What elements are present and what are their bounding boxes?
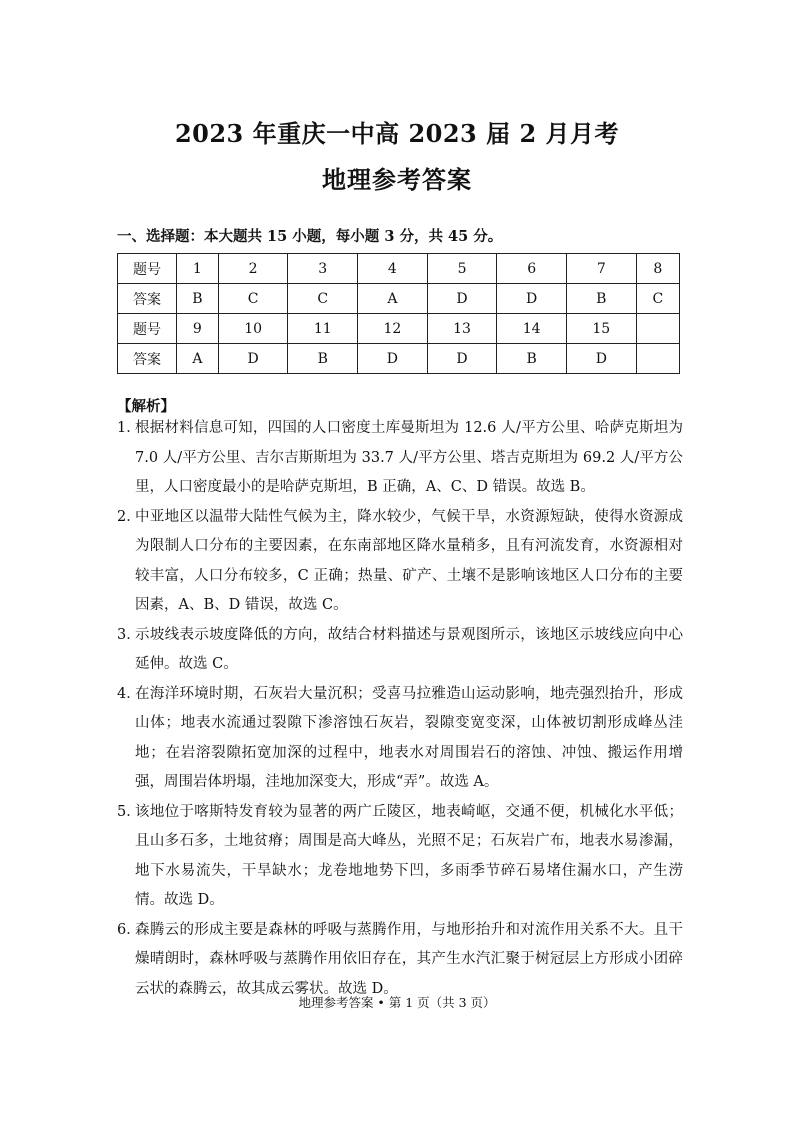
table-cell: 11 [288,314,358,344]
table-cell: 8 [636,254,679,284]
list-item [117,414,683,503]
list-item [117,798,683,916]
table-row [118,344,680,374]
section-heading: 一、选择题：本大题共 15 小题，每小题 3 分，共 45 分。 [117,228,503,245]
table-row [118,284,680,314]
list-item [117,503,683,621]
document-subtitle: 地理参考答案 [322,165,472,194]
table-cell: 9 [177,314,219,344]
table-cell [636,344,679,374]
item-number: 2． [117,508,141,525]
table-cell [636,314,679,344]
table-cell: C [288,284,358,314]
table-cell: 14 [497,314,567,344]
table-cell: 7 [566,254,636,284]
table-cell: D [218,344,288,374]
table-cell: 12 [358,314,428,344]
table-cell: D [497,284,567,314]
item-text: 示坡线表示坡度降低的方向，故结合材料描述与景观图所示，该地区示坡线应向中心延伸。故选 C。 [135,626,683,672]
analysis-heading: 【解析】 [117,398,175,415]
answer-table [117,253,680,374]
item-number: 1． [117,420,141,436]
item-text: 该地位于喀斯特发育较为显著的两广丘陵区，地表崎岖，交通不便，机械化水平低；且山多石多，土地贫瘠；周围是高大峰丛，光照不足；石灰岩广布，地表水易渗漏，地下水易流失，干旱缺水；龙卷地地势下凹，多雨季节碎石易堵住漏水口，产生涝情。故选 D。 [135,803,683,908]
table-cell: D [358,344,428,374]
table-cell: A [358,284,428,314]
table-cell: C [218,284,288,314]
table-cell: D [427,284,497,314]
analysis-list [117,414,683,1004]
table-cell: 题号 [118,314,177,344]
item-text: 森腾云的形成主要是森林的呼吸与蒸腾作用，与地形抬升和对流作用关系不大。且干燥晴朗时，森林呼吸与蒸腾作用依旧存在，其产生水汽汇聚于树冠层上方形成小团碎云状的森腾云，故其成云雾状。故选 D。 [135,921,683,997]
table-cell: B [566,284,636,314]
table-cell: 3 [288,254,358,284]
list-item [117,621,683,680]
table-cell: 答案 [118,284,177,314]
table-cell: D [566,344,636,374]
table-cell: D [427,344,497,374]
table-cell: A [177,344,219,374]
table-cell: B [288,344,358,374]
item-text: 在海洋环境时期，石灰岩大量沉积；受喜马拉雅造山运动影响，地壳强烈抬升，形成山体；地表水流通过裂隙下渗溶蚀石灰岩，裂隙变宽变深，山体被切割形成峰丛洼地；在岩溶裂隙拓宽加深的过程中，地表水对周围岩石的溶蚀、冲蚀、搬运作用增强，周围岩体坍塌，洼地加深变大，形成“弄”。故选 A。 [135,685,683,790]
table-cell: 题号 [118,254,177,284]
item-text: 根据材料信息可知，四国的人口密度土库曼斯坦为 12.6 人/平方公里、哈萨克斯坦为 7.0 人/平方公里、吉尔吉斯斯坦为 33.7 人/平方公里、塔吉克斯坦为 69.2 人/平方公里，人口密度最小的是哈萨克斯坦，B 正确，A、C、D 错误。故选 B。 [135,420,683,495]
table-cell: C [636,284,679,314]
item-number: 3． [117,626,141,643]
table-cell: 4 [358,254,428,284]
item-number: 5． [117,803,141,820]
document-title: 2023 年重庆一中高 2023 届 2 月月考 [174,119,620,148]
list-item [117,916,683,1005]
table-row [118,314,680,344]
table-cell: B [177,284,219,314]
table-cell: 6 [497,254,567,284]
table-cell: 13 [427,314,497,344]
item-number: 4． [117,685,141,702]
page-footer: 地理参考答案 • 第 1 页（共 3 页） [298,995,496,1010]
table-cell: 10 [218,314,288,344]
table-cell: B [497,344,567,374]
table-cell: 答案 [118,344,177,374]
table-cell: 15 [566,314,636,344]
item-text: 中亚地区以温带大陆性气候为主，降水较少，气候干旱，水资源短缺，使得水资源成为限制人口分布的主要因素，在东南部地区降水量稍多，且有河流发育，水资源相对较丰富，人口分布较多，C 正确；热量、矿产、土壤不是影响该地区人口分布的主要因素，A、B、D 错误，故选 C。 [135,508,683,613]
table-cell: 2 [218,254,288,284]
table-cell: 5 [427,254,497,284]
item-number: 6． [117,921,141,938]
table-row [118,254,680,284]
table-cell: 1 [177,254,219,284]
list-item [117,680,683,798]
